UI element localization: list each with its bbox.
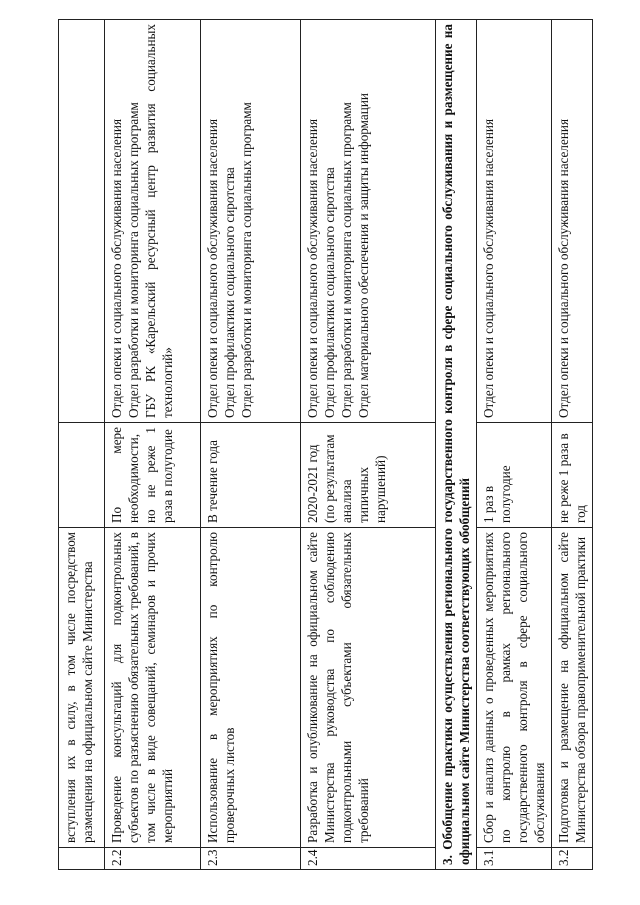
responsible-cell — [552, 20, 593, 423]
row-number: 2.4 — [301, 848, 436, 870]
department-line: Отдел разработки и мониторинга социальных программ — [339, 102, 354, 418]
responsible-cell — [301, 20, 436, 423]
plan-table — [58, 19, 593, 870]
department-line: Отдел опеки и социального обслуживания населения — [305, 118, 320, 418]
responsible-cell — [201, 20, 301, 423]
term-cell: По мере необходимости, но не реже 1 раза в полугодие — [105, 423, 201, 528]
department-line: Отдел опеки и социального обслуживания населения — [556, 118, 571, 418]
row-number — [59, 848, 105, 870]
activity-cell: Использование в мероприятиях по контролю проверочных листов — [201, 528, 301, 848]
responsible-cell — [477, 20, 552, 423]
term-cell — [59, 423, 105, 528]
row-number: 3.2 — [552, 848, 593, 870]
term-cell: не реже 1 раза в год — [552, 423, 593, 528]
row-number: 3.1 — [477, 848, 552, 870]
table-row — [105, 20, 201, 870]
section-header-row — [436, 20, 477, 870]
row-number: 2.3 — [201, 848, 301, 870]
department-line: Отдел материального обеспечения и защиты информации — [356, 93, 371, 418]
term-cell: В течение года — [201, 423, 301, 528]
department-line: Отдел опеки и социального обслуживания населения — [481, 118, 496, 418]
activity-cell: Подготовка и размещение на официальном сайте Министерства обзора правоприменительной практики — [552, 528, 593, 848]
activity-cell: Проведение консультаций для подконтрольных субъектов по разъяснению обязательных требований, в том числе в виде совещаний, семинаров и прочих мероприятий — [105, 528, 201, 848]
responsible-cell — [105, 20, 201, 423]
department-line: Отдел опеки и социального обслуживания населения — [205, 118, 220, 418]
table-row — [552, 20, 593, 870]
department-line: ГБУ РК «Карельский ресурсный центр развития социальных технологий» — [143, 24, 175, 418]
responsible-cell — [59, 20, 105, 423]
activity-cell: вступления их в силу, в том числе посредством размещения на официальном сайте Министерства — [59, 528, 105, 848]
department-line: Отдел разработки и мониторинга социальных программ — [126, 102, 141, 418]
section-title: 3. Обобщение практики осуществления регионального государственного контроля в сфере социального обслуживания и размещение на официальном сайте Министерства соответствующих обобщений — [436, 20, 477, 870]
table-row — [301, 20, 436, 870]
department-line: Отдел профилактики социального сиротства — [322, 167, 337, 418]
table-row — [201, 20, 301, 870]
term-cell: 2020-2021 год (по результатам анализа типичных нарушений) — [301, 423, 436, 528]
table-row — [477, 20, 552, 870]
activity-cell: Сбор и анализ данных о проведенных мероприятиях по контролю в рамках регионального государственного контроля в сфере социального обслуживания — [477, 528, 552, 848]
department-line: Отдел опеки и социального обслуживания населения — [109, 118, 124, 418]
department-line: Отдел профилактики социального сиротства — [222, 167, 237, 418]
department-line: Отдел разработки и мониторинга социальных программ — [239, 102, 254, 418]
table-row — [59, 20, 105, 870]
row-number: 2.2 — [105, 848, 201, 870]
term-cell: 1 раз в полугодие — [477, 423, 552, 528]
activity-cell: Разработка и опубликование на официальном сайте Министерства руководства по соблюдению подконтрольными субъектами обязательных требований — [301, 528, 436, 848]
